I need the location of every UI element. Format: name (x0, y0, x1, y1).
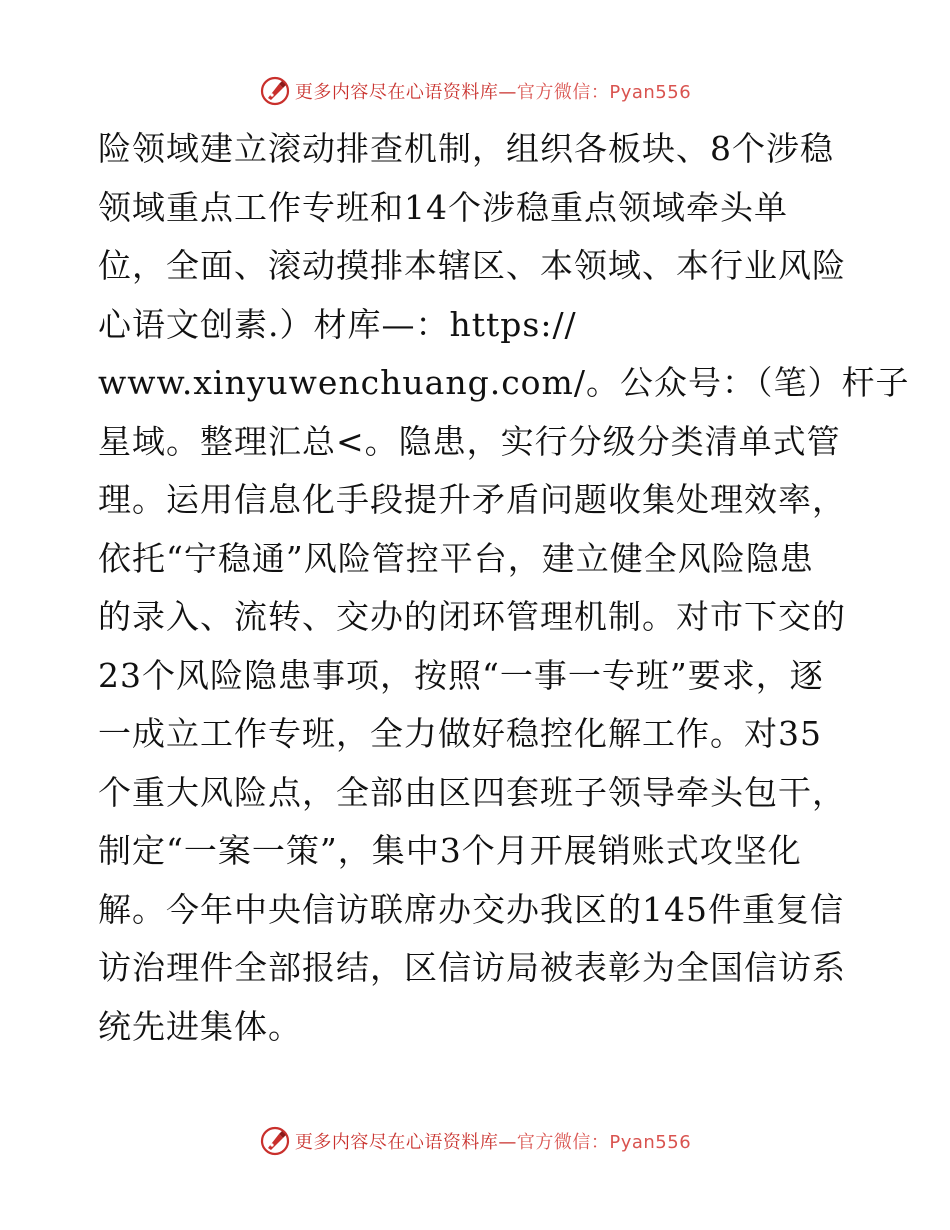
header-banner (0, 74, 950, 108)
body-line: 理。运用信息化手段提升矛盾问题收集处理效率， (98, 480, 846, 519)
pen-nib-logo-icon (259, 75, 291, 107)
body-line: 统先进集体。 (98, 1006, 302, 1046)
body-line: 个重大风险点，全部由区四套班子领导牵头包干， (98, 772, 846, 812)
body-line: 依托“宁稳通”风险管控平台，建立健全风险隐患 (98, 538, 814, 578)
body-line: 心语文创素.）材库—：https:// (98, 304, 577, 344)
pen-nib-logo-icon (259, 1125, 291, 1157)
body-line: 解。今年中央信访联席办交办我区的145件重复信 (98, 889, 844, 929)
body-line: 一成立工作专班，全力做好稳控化解工作。对35 (98, 714, 822, 753)
document-body (98, 120, 910, 1056)
banner-text: 更多内容尽在心语资料库—官方微信：Pyan556 (294, 82, 692, 103)
body-line: 星域。整理汇总<。隐患，实行分级分类清单式管 (98, 421, 841, 461)
body-line: 险领域建立滚动排查机制，组织各板块、8个涉稳 (98, 129, 834, 168)
body-line: www.xinyuwenchuang.com/。公众号：（笔）杆子 (98, 363, 910, 402)
body-line: 23个风险隐患事项，按照“一事一专班”要求，逐 (98, 655, 824, 695)
body-line: 制定“一案一策”，集中3个月开展销账式攻坚化 (98, 831, 802, 870)
body-line: 领域重点工作专班和14个涉稳重点领域牵头单 (98, 187, 788, 227)
body-line: 位，全面、滚动摸排本辖区、本领域、本行业风险 (98, 246, 846, 285)
body-line: 的录入、流转、交办的闭环管理机制。对市下交的 (98, 597, 846, 636)
body-line: 访治理件全部报结，区信访局被表彰为全国信访系 (98, 948, 846, 987)
footer-banner (0, 1124, 950, 1158)
banner-text: 更多内容尽在心语资料库—官方微信：Pyan556 (294, 1132, 692, 1153)
